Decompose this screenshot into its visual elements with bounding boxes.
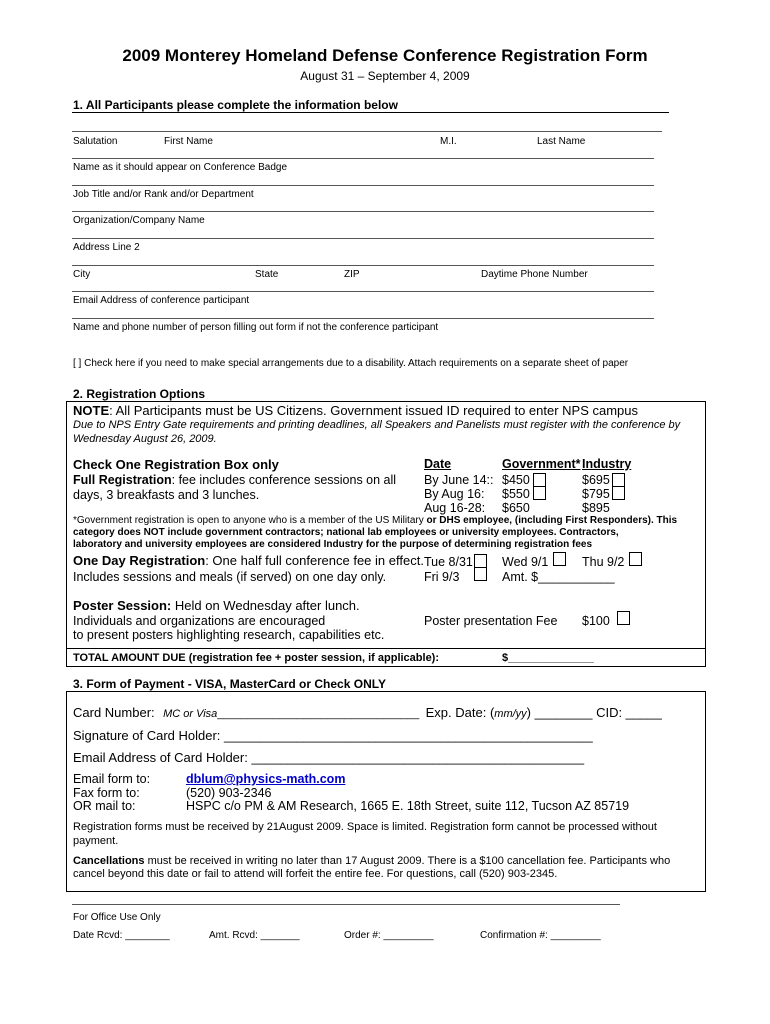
mmyy-hint: mm/yy (494, 708, 527, 720)
name-line[interactable] (72, 131, 662, 132)
row2-ind-price: $795 (582, 487, 610, 501)
full-registration-text: : fee includes conference sessions on all (171, 473, 397, 487)
cancel-text: must be received in writing no later than 17 August 2009. There is a $100 cancellation fee. Participants who (144, 855, 671, 867)
cancel-text2: cancel beyond this date or fail to attend will forfeit the entire fee. For questions, call (520) 903-2345. (73, 868, 558, 880)
office-heading: For Office Use Only (73, 912, 161, 923)
full-registration-line (73, 473, 396, 487)
mail-address: HSPC c/o PM & AM Research, 1665 E. 18th Street, suite 112, Tucson AZ 85719 (186, 799, 630, 813)
tue-label: Tue 8/31 (424, 555, 473, 569)
thu-label: Thu 9/2 (582, 555, 625, 569)
industry-column-header: Industry (582, 457, 632, 471)
office-date-rcvd: Date Rcvd: ________ (73, 930, 170, 941)
footnote-line1 (73, 515, 677, 526)
phone-label: Daytime Phone Number (481, 269, 588, 280)
row3-gov-price: $650 (502, 501, 530, 515)
state-label: State (255, 269, 279, 280)
full-registration-text2: days, 3 breakfasts and 3 lunches. (73, 488, 260, 502)
section1-heading: 1. All Participants please complete the information below (73, 98, 398, 112)
page-title: 2009 Monterey Homeland Defense Conference Registration Form (122, 46, 648, 65)
exp-cid-field[interactable]: ) ________ CID: _____ (526, 705, 662, 720)
full-registration-label: Full Registration (73, 473, 172, 487)
first-name-label: First Name (164, 136, 213, 147)
address2-label: Address Line 2 (73, 242, 140, 253)
row1-ind-price: $695 (582, 473, 610, 487)
check-one-heading: Check One Registration Box only (73, 457, 279, 472)
deadline-text-2: payment. (73, 835, 119, 847)
row1-gov-price: $450 (502, 473, 530, 487)
office-amt-rcvd: Amt. Rcvd: _______ (209, 930, 300, 941)
tue-checkbox[interactable] (474, 554, 487, 568)
mc-visa-hint: MC or Visa (163, 708, 218, 720)
last-name-label: Last Name (537, 136, 586, 147)
address2-line[interactable] (72, 238, 654, 239)
card-number-field[interactable]: _________________________________ (217, 708, 420, 720)
total-rule (66, 648, 706, 649)
city-label: City (73, 269, 91, 280)
poster-fee-label: Poster presentation Fee (424, 614, 558, 628)
zip-label: ZIP (344, 269, 360, 280)
one-day-amount[interactable]: Amt. $___________ (502, 570, 615, 584)
email-form-link[interactable]: dblum@physics-math.com (186, 772, 346, 786)
note-label: NOTE (73, 403, 110, 418)
note-line (73, 403, 638, 418)
poster-label: Poster Session: (73, 598, 172, 613)
row2-ind-checkbox[interactable] (612, 486, 625, 500)
footnote-line2: category does NOT include government contractors; national lab employees or university employees. Contractors, (73, 527, 619, 538)
one-day-line (73, 553, 424, 568)
total-label: TOTAL AMOUNT DUE (registration fee + poster session, if applicable): (73, 652, 440, 664)
government-column-header: Government* (502, 457, 581, 471)
organization-line[interactable] (72, 211, 654, 212)
date-column-header: Date (424, 457, 452, 471)
conference-dates: August 31 – September 4, 2009 (300, 69, 470, 83)
signature-field[interactable]: Signature of Card Holder: ___________________________________________________ (73, 728, 593, 743)
disability-checkbox-text[interactable]: [ ] Check here if you need to make special arrangements due to a disability. Attach requirements on a separate sheet of paper (73, 358, 629, 369)
row3-ind-price: $895 (582, 501, 610, 515)
thu-checkbox[interactable] (629, 552, 642, 566)
section2-heading: 2. Registration Options (73, 387, 206, 401)
salutation-label: Salutation (73, 136, 118, 147)
email-form-label: Email form to: (73, 772, 151, 786)
exp-date-label: Exp. Date: ( (425, 705, 495, 720)
row1-ind-checkbox[interactable] (612, 473, 625, 487)
job-title-line[interactable] (72, 185, 654, 186)
filler-label: Name and phone number of person filling out form if not the conference participant (73, 322, 439, 333)
note-italic-2: Wednesday August 26, 2009. (73, 433, 217, 445)
one-day-label: One Day Registration (73, 553, 206, 568)
section1-rule (72, 112, 669, 113)
office-order: Order #: _________ (344, 930, 434, 941)
wed-label: Wed 9/1 (502, 555, 549, 569)
wed-checkbox[interactable] (553, 552, 566, 566)
row2-date: By Aug 16: (424, 487, 485, 501)
email-holder-field[interactable]: Email Address of Card Holder: ______________________________________________ (73, 750, 585, 765)
poster-text: Held on Wednesday after lunch. (171, 598, 360, 613)
row1-gov-checkbox[interactable] (533, 473, 546, 487)
fax-value: (520) 903-2346 (186, 786, 272, 800)
cancel-line (73, 855, 670, 867)
email-label: Email Address of conference participant (73, 295, 250, 306)
row3-date: Aug 16-28: (424, 501, 486, 515)
badge-name-line[interactable] (72, 158, 654, 159)
city-line[interactable] (72, 265, 654, 266)
one-day-text2: Includes sessions and meals (if served) on one day only. (73, 570, 387, 584)
note-italic-1: Due to NPS Entry Gate requirements and printing deadlines, all Speakers and Panelists must register with the conference by (73, 419, 681, 431)
footnote-1b: or DHS employee, (including First Responders). This (426, 515, 678, 526)
poster-text3: to present posters highlighting research, capabilities etc. (73, 628, 385, 642)
row1-date: By June 14:: (424, 473, 494, 487)
poster-fee: $100 (582, 614, 610, 628)
one-day-text: : One half full conference fee in effect. (205, 553, 424, 568)
cancel-label: Cancellations (73, 855, 145, 867)
section3-heading: 3. Form of Payment - VISA, MasterCard or Check ONLY (73, 677, 386, 691)
office-confirmation: Confirmation #: _________ (480, 930, 601, 941)
row2-gov-price: $550 (502, 487, 530, 501)
fri-checkbox[interactable] (474, 567, 487, 581)
fax-label: Fax form to: (73, 786, 140, 800)
card-number-label: Card Number: (73, 705, 155, 720)
total-amount-field[interactable]: $______________ (502, 652, 594, 664)
footnote-line3: laboratory and university employees are considered Industry for the purpose of determining registration fees (73, 539, 593, 550)
note-text: : All Participants must be US Citizens. Government issued ID required to enter NPS campus (109, 403, 639, 418)
badge-name-label: Name as it should appear on Conference Badge (73, 162, 288, 173)
deadline-text-1: Registration forms must be received by 21August 2009. Space is limited. Registration form cannot be processed without (73, 821, 657, 833)
office-rule (72, 904, 620, 905)
card-number-row (73, 704, 662, 722)
filler-line[interactable] (72, 318, 654, 319)
mail-label: OR mail to: (73, 799, 136, 813)
email-line[interactable] (72, 291, 654, 292)
poster-text2: Individuals and organizations are encouraged (73, 614, 326, 628)
job-title-label: Job Title and/or Rank and/or Department (73, 189, 254, 200)
footnote-1a: *Government registration is open to anyone who is a member of the US Military (73, 515, 427, 526)
row2-gov-checkbox[interactable] (533, 486, 546, 500)
fri-label: Fri 9/3 (424, 570, 460, 584)
organization-label: Organization/Company Name (73, 215, 205, 226)
poster-line (73, 598, 360, 613)
mi-label: M.I. (440, 136, 457, 147)
poster-checkbox[interactable] (617, 611, 630, 625)
